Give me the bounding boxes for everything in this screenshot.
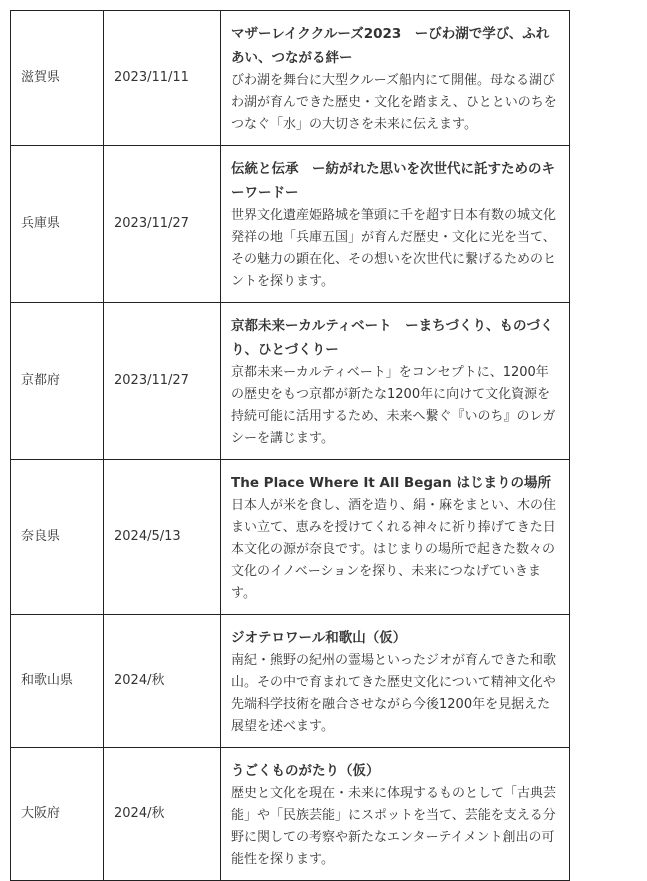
prefecture-cell: 滋賀県 [11,11,104,146]
event-title: 京都未来ーカルティベート ーまちづくり、ものづくり、ひとづくりー [231,318,554,358]
event-title: 伝統と伝承 ー紡がれた思いを次世代に託すためのキーワードー [231,161,555,201]
event-title: マザーレイククルーズ2023 ーびわ湖で学び、ふれあい、つながる絆ー [231,26,550,66]
event-description: 歴史と文化を現在・未来に体現するものとして「古典芸能」や「民族芸能」にスポットを当て、芸能を支える分野に関しての考察や新たなエンターテイメント創出の可能性を探ります。 [231,786,557,867]
table-row [11,615,570,748]
events-table [10,10,570,881]
table-row [11,748,570,881]
date-cell: 2023/11/27 [104,146,221,303]
description-cell [221,460,570,615]
date-cell: 2023/11/27 [104,303,221,460]
table-row [11,11,570,146]
prefecture-cell: 奈良県 [11,460,104,615]
date-cell: 2024/秋 [104,748,221,881]
prefecture-cell: 大阪府 [11,748,104,881]
table-row [11,303,570,460]
date-cell: 2024/秋 [104,615,221,748]
description-cell [221,11,570,146]
event-description: 日本人が米を食し、酒を造り、絹・麻をまとい、木の住まい立て、恵みを授けてくれる神々に祈り捧げてきた日本文化の源が奈良です。はじまりの場所で起きた数々の文化のイノベーションを探り、未来につなげていきます。 [231,498,557,601]
event-title: うごくものがたり（仮） [231,763,380,779]
description-cell [221,615,570,748]
event-description: びわ湖を舞台に大型クルーズ船内にて開催。母なる湖びわ湖が育んできた歴史・文化を踏まえ、ひとといのちをつなぐ「水」の大切さを未来に伝えます。 [231,73,557,132]
date-cell: 2023/11/11 [104,11,221,146]
prefecture-cell: 和歌山県 [11,615,104,748]
date-cell: 2024/5/13 [104,460,221,615]
event-description: 南紀・熊野の紀州の霊場といったジオが育んできた和歌山。その中で育まれてきた歴史文化について精神文化や先端科学技術を融合させながら今後1200年を見据えた展望を述べます。 [231,653,557,734]
description-cell [221,146,570,303]
description-cell [221,748,570,881]
event-description: 京都未来ーカルティベート」をコンセプトに、1200年の歴史をもつ京都が新たな1200年に向けて文化資源を持続可能に活用するため、未来へ繋ぐ『いのち』のレガシーを講じます。 [231,365,556,446]
event-description: 世界文化遺産姫路城を筆頭に千を超す日本有数の城文化発祥の地「兵庫五国」が育んだ歴史・文化に光を当て、その魅力の顕在化、その想いを次世代に繋げるためのヒントを探ります。 [231,208,557,289]
event-title: ジオテロワール和歌山（仮） [231,630,407,646]
prefecture-cell: 兵庫県 [11,146,104,303]
prefecture-cell: 京都府 [11,303,104,460]
event-title: The Place Where It All Began はじまりの場所 [231,475,551,491]
table-row [11,460,570,615]
table-row [11,146,570,303]
description-cell [221,303,570,460]
